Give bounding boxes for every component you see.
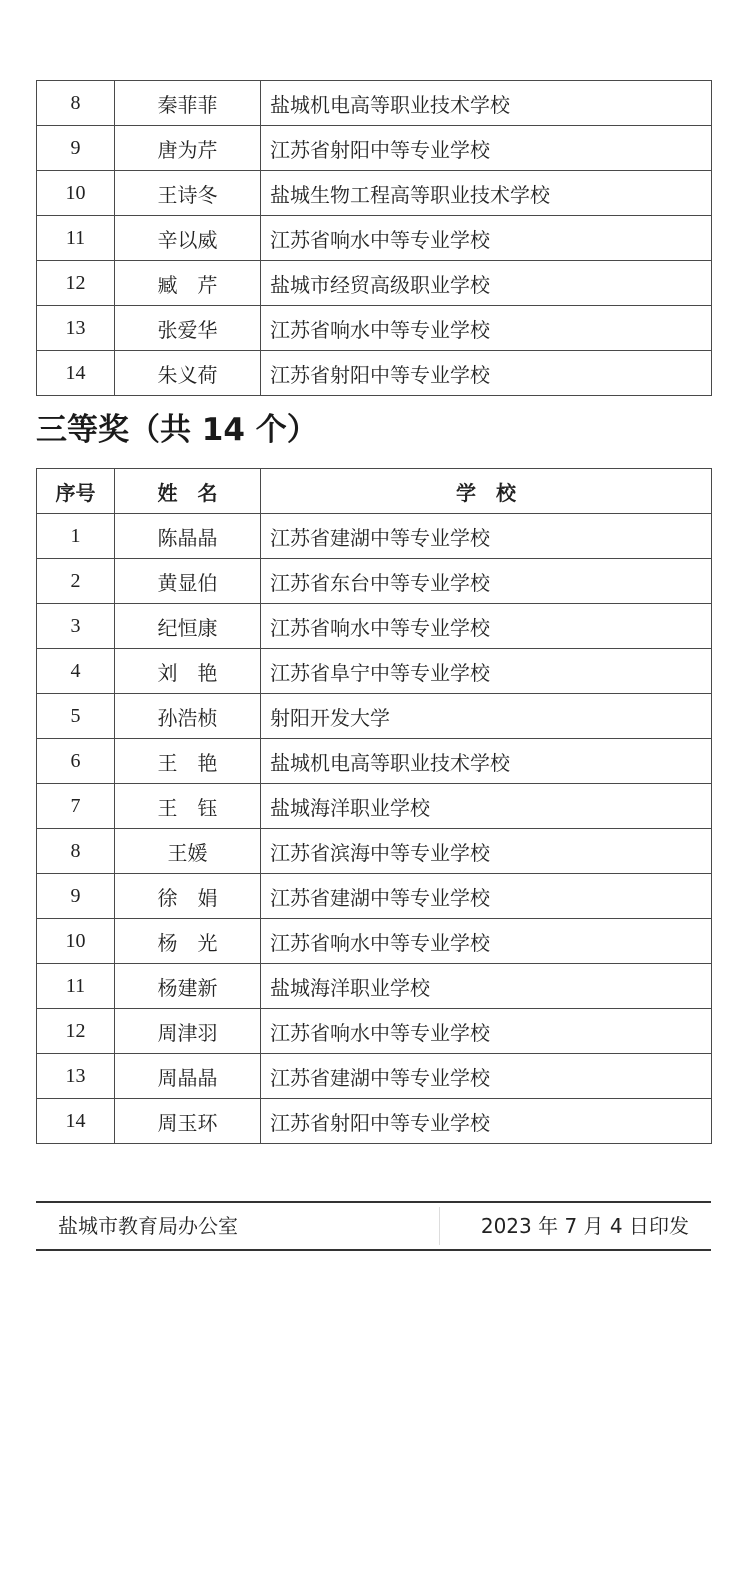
table-row	[37, 351, 712, 396]
third-prize-table	[36, 468, 712, 1144]
row-number: 10	[37, 919, 115, 964]
row-number: 8	[37, 81, 115, 126]
row-school: 射阳开发大学	[261, 694, 712, 739]
row-number: 8	[37, 829, 115, 874]
row-number: 12	[37, 261, 115, 306]
row-number: 5	[37, 694, 115, 739]
row-school: 江苏省射阳中等专业学校	[261, 351, 712, 396]
table-row	[37, 874, 712, 919]
row-number: 11	[37, 964, 115, 1009]
header-school: 学 校	[261, 469, 712, 514]
row-school: 江苏省射阳中等专业学校	[261, 126, 712, 171]
row-name: 张爱华	[115, 306, 261, 351]
table-row	[37, 514, 712, 559]
row-name: 杨建新	[115, 964, 261, 1009]
row-name: 王 艳	[115, 739, 261, 784]
table-row	[37, 964, 712, 1009]
row-school: 江苏省响水中等专业学校	[261, 604, 712, 649]
row-number: 6	[37, 739, 115, 784]
table-row	[37, 1099, 712, 1144]
footer-divider	[439, 1207, 440, 1245]
row-name: 杨 光	[115, 919, 261, 964]
document-footer	[36, 1201, 711, 1251]
table-row	[37, 829, 712, 874]
second-prize-table	[36, 80, 712, 396]
row-name: 刘 艳	[115, 649, 261, 694]
row-school: 江苏省建湖中等专业学校	[261, 1054, 712, 1099]
table-row	[37, 216, 712, 261]
row-name: 王 钰	[115, 784, 261, 829]
row-number: 1	[37, 514, 115, 559]
table-row	[37, 306, 712, 351]
footer-issuer: 盐城市教育局办公室	[58, 1214, 238, 1238]
table-row	[37, 784, 712, 829]
row-name: 王诗冬	[115, 171, 261, 216]
row-school: 盐城海洋职业学校	[261, 964, 712, 1009]
row-number: 13	[37, 1054, 115, 1099]
row-number: 7	[37, 784, 115, 829]
row-number: 9	[37, 874, 115, 919]
row-school: 江苏省响水中等专业学校	[261, 919, 712, 964]
row-name: 秦菲菲	[115, 81, 261, 126]
row-number: 13	[37, 306, 115, 351]
row-name: 唐为芹	[115, 126, 261, 171]
row-school: 盐城生物工程高等职业技术学校	[261, 171, 712, 216]
third-prize-title: 三等奖（共 14 个）	[36, 412, 318, 448]
table-row	[37, 1054, 712, 1099]
row-name: 陈晶晶	[115, 514, 261, 559]
table-row	[37, 919, 712, 964]
row-number: 2	[37, 559, 115, 604]
row-name: 周津羽	[115, 1009, 261, 1054]
row-school: 江苏省射阳中等专业学校	[261, 1099, 712, 1144]
row-name: 周晶晶	[115, 1054, 261, 1099]
table-row	[37, 171, 712, 216]
row-school: 盐城机电高等职业技术学校	[261, 81, 712, 126]
row-name: 周玉环	[115, 1099, 261, 1144]
row-school: 江苏省响水中等专业学校	[261, 1009, 712, 1054]
row-name: 臧 芹	[115, 261, 261, 306]
row-name: 王媛	[115, 829, 261, 874]
row-school: 盐城机电高等职业技术学校	[261, 739, 712, 784]
header-no: 序号	[37, 469, 115, 514]
row-school: 江苏省响水中等专业学校	[261, 216, 712, 261]
row-name: 纪恒康	[115, 604, 261, 649]
row-school: 江苏省东台中等专业学校	[261, 559, 712, 604]
row-school: 江苏省建湖中等专业学校	[261, 514, 712, 559]
table-row	[37, 694, 712, 739]
row-name: 孙浩桢	[115, 694, 261, 739]
row-number: 9	[37, 126, 115, 171]
footer-date: 2023 年 7 月 4 日印发	[480, 1214, 689, 1238]
row-school: 江苏省阜宁中等专业学校	[261, 649, 712, 694]
table-row	[37, 739, 712, 784]
row-school: 盐城市经贸高级职业学校	[261, 261, 712, 306]
table-row	[37, 126, 712, 171]
row-name: 辛以威	[115, 216, 261, 261]
table-row	[37, 1009, 712, 1054]
row-name: 朱义荷	[115, 351, 261, 396]
table-row	[37, 261, 712, 306]
row-school: 盐城海洋职业学校	[261, 784, 712, 829]
table-row	[37, 81, 712, 126]
row-school: 江苏省响水中等专业学校	[261, 306, 712, 351]
row-number: 12	[37, 1009, 115, 1054]
table-row	[37, 649, 712, 694]
row-school: 江苏省建湖中等专业学校	[261, 874, 712, 919]
row-name: 黄显伯	[115, 559, 261, 604]
row-number: 10	[37, 171, 115, 216]
header-name: 姓 名	[115, 469, 261, 514]
row-name: 徐 娟	[115, 874, 261, 919]
row-school: 江苏省滨海中等专业学校	[261, 829, 712, 874]
table-header-row	[37, 469, 712, 514]
row-number: 4	[37, 649, 115, 694]
table-row	[37, 604, 712, 649]
row-number: 14	[37, 1099, 115, 1144]
table-row	[37, 559, 712, 604]
row-number: 11	[37, 216, 115, 261]
row-number: 14	[37, 351, 115, 396]
row-number: 3	[37, 604, 115, 649]
